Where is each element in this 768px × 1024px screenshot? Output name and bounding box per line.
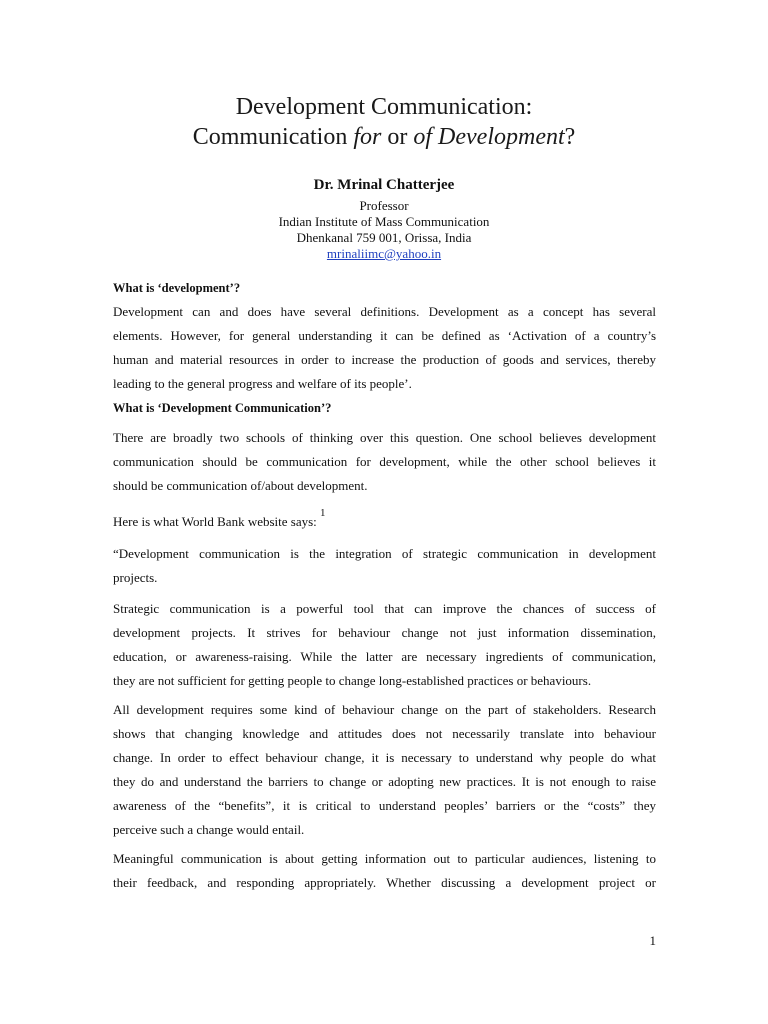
text-line: development projects. It strives for behaviour change not just information dissemination, <box>113 625 656 640</box>
title-line-1 <box>0 92 768 122</box>
text-line: There are broadly two schools of thinking over this question. One school believes development <box>113 430 656 445</box>
text-line: leading to the general progress and welfare of its people’. <box>113 376 412 391</box>
title-part: Communication <box>192 124 354 150</box>
text-line: shows that changing knowledge and attitudes does not necessarily translate into behaviour <box>113 726 656 741</box>
text-line: Strategic communication is a powerful tool that can improve the chances of success of <box>113 601 656 616</box>
author-address: Dhenkanal 759 001, Orissa, India <box>296 230 472 245</box>
quote-paragraph <box>113 542 656 590</box>
text-line: they are not sufficient for getting people to change long-established practices or behaviours. <box>113 673 592 688</box>
quote-paragraph <box>113 597 656 693</box>
quote-paragraph <box>113 847 656 895</box>
text-line <box>113 507 656 534</box>
text-line: their feedback, and responding appropriately. Whether discussing a development project or <box>113 875 656 890</box>
author-institute: Indian Institute of Mass Communication <box>278 214 490 229</box>
author-email-line <box>0 246 768 262</box>
author-email-link[interactable]: mrinaliimc@yahoo.in <box>326 246 442 261</box>
text-line: change. In order to effect behaviour change, it is necessary to understand why people do what <box>113 750 656 765</box>
text-line: Meaningful communication is about getting information out to particular audiences, listening to <box>113 851 656 866</box>
paragraph <box>113 426 656 498</box>
text-line: All development requires some kind of behaviour change on the part of stakeholders. Research <box>113 702 656 717</box>
page-number: 1 <box>649 933 656 948</box>
text-line: communication should be communication for development, while the other school believes it <box>113 454 656 469</box>
text-line: education, or awareness-raising. While the latter are necessary ingredients of communication, <box>113 649 656 664</box>
footnote-marker[interactable]: 1 <box>320 507 326 519</box>
title-part: or <box>381 124 414 150</box>
section-heading: What is ‘Development Communication’? <box>113 401 332 415</box>
author-position: Professor <box>359 198 409 213</box>
text-line: projects. <box>113 570 158 585</box>
quote-paragraph <box>113 698 656 842</box>
text-line: awareness of the “benefits”, it is critical to understand peoples’ barriers or the “costs” they <box>113 798 656 813</box>
paragraph <box>113 300 656 396</box>
text-line: perceive such a change would entail. <box>113 822 305 837</box>
text-line: they do and understand the barriers to change or adopting new practices. It is not enough to raise <box>113 774 656 789</box>
title-part: ? <box>564 124 576 150</box>
text-line: should be communication of/about development. <box>113 478 368 493</box>
title-italic-of-development: of Development <box>413 124 565 150</box>
text-line: Development can and does have several definitions. Development as a concept has several <box>113 304 656 319</box>
author-name: Dr. Mrinal Chatterjee <box>313 177 455 193</box>
title-text: Development Communication: <box>235 94 533 120</box>
section-heading: What is ‘development’? <box>113 281 241 295</box>
worldbank-text: Here is what World Bank website says: <box>113 514 321 529</box>
text-line: elements. However, for general understanding it can be defined as ‘Activation of a country’s <box>113 328 656 343</box>
title-line-2 <box>0 122 768 152</box>
text-line: human and material resources in order to increase the production of goods and services, thereby <box>113 352 656 367</box>
text-line: “Development communication is the integration of strategic communication in development <box>113 546 656 561</box>
worldbank-intro <box>113 507 656 534</box>
title-italic-for: for <box>353 124 382 150</box>
